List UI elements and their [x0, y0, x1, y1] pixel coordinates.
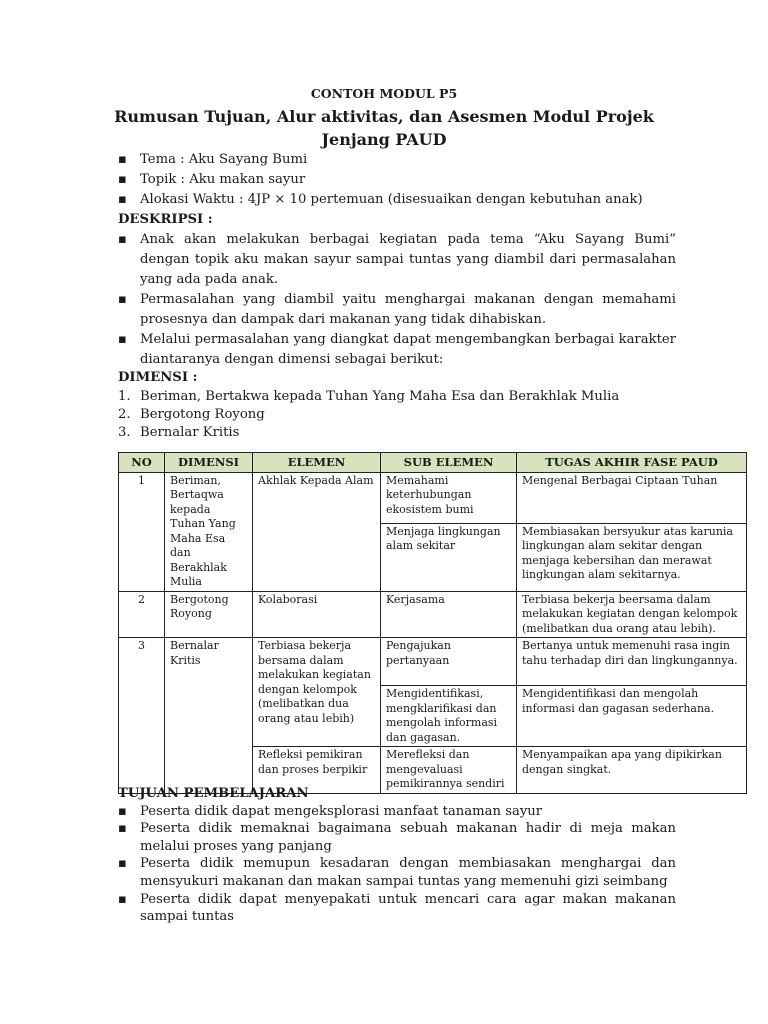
document-subtitle: Jenjang PAUD	[321, 130, 447, 149]
cell-sub-elemen: Mengidentifikasi, mengklarifikasi dan mengolah informasi dan gagasan.	[381, 686, 517, 747]
document-label: CONTOH MODUL P5	[310, 86, 458, 101]
dimensi-item	[118, 424, 676, 442]
tujuan-list	[118, 803, 676, 926]
cell-elemen: Terbiasa bekerja bersama dalam melakukan kegiatan dengan kelompok (melibatkan dua orang atau lebih)	[253, 638, 381, 747]
info-alokasi-waktu: ▪ Alokasi Waktu : 4JP × 10 pertemuan (disesuaikan dengan kebutuhan anak)	[118, 190, 676, 210]
info-list	[118, 150, 676, 210]
deskripsi-item: ▪ Melalui permasalahan yang diangkat dapat mengembangkan berbagai karakter diantaranya dengan dimensi sebagai berikut:	[118, 330, 676, 370]
dimensi-number: 2.	[118, 407, 131, 422]
cell-tugas: Mengidentifikasi dan mengolah informasi dan gagasan sederhana.	[517, 686, 747, 747]
table-row	[119, 638, 747, 686]
dimensi-number: 1.	[118, 389, 131, 404]
dimensi-item	[118, 406, 676, 424]
deskripsi-list	[118, 230, 676, 370]
tujuan-item: ▪ Peserta didik dapat menyepakati untuk mencari cara agar makan makanan sampai tuntas	[118, 891, 676, 926]
info-topik: ▪ Topik : Aku makan sayur	[118, 170, 676, 190]
deskripsi-heading: DESKRIPSI :	[118, 212, 213, 227]
dimensi-text: Beriman, Bertakwa kepada Tuhan Yang Maha Esa dan Berakhlak Mulia	[140, 389, 620, 404]
cell-sub-elemen: Merefleksi dan mengevaluasi pemikirannya sendiri	[381, 747, 517, 794]
cell-sub-elemen: Menjaga lingkungan alam sekitar	[381, 523, 517, 591]
cell-elemen: Kolaborasi	[253, 591, 381, 638]
cell-sub-elemen: Pengajukan pertanyaan	[381, 638, 517, 686]
cell-tugas: Menyampaikan apa yang dipikirkan dengan singkat.	[517, 747, 747, 794]
info-section	[118, 150, 676, 442]
deskripsi-item: ▪ Permasalahan yang diambil yaitu menghargai makanan dengan memahami prosesnya dan dampak dari makanan yang tidak dihabiskan.	[118, 290, 676, 330]
cell-sub-elemen: Memahami keterhubungan ekosistem bumi	[381, 472, 517, 523]
col-header-no: NO	[119, 453, 165, 473]
dimensi-list	[118, 388, 676, 442]
col-header-dimensi: DIMENSI	[165, 453, 253, 473]
cell-tugas: Membiasakan bersyukur atas karunia lingkungan alam sekitar dengan menjaga kebersihan dan merawat lingkungan alam sekitarnya.	[517, 523, 747, 591]
table-header-row	[119, 453, 747, 473]
cell-no: 2	[119, 591, 165, 638]
cell-no: 3	[119, 638, 165, 794]
dimensi-item	[118, 388, 676, 406]
dimensi-number: 3.	[118, 425, 131, 440]
tujuan-item: ▪ Peserta didik memaknai bagaimana sebuah makanan hadir di meja makan melalui proses yang panjang	[118, 820, 676, 855]
tujuan-item: ▪ Peserta didik memupun kesadaran dengan membiasakan menghargai dan mensyukuri makanan dan makan sampai tuntas yang memenuhi gizi seimbang	[118, 855, 676, 890]
cell-dimensi: Bergotong Royong	[165, 591, 253, 638]
tujuan-item: ▪ Peserta didik dapat mengeksplorasi manfaat tanaman sayur	[118, 803, 676, 821]
dimensi-text: Bergotong Royong	[140, 407, 265, 422]
tujuan-section	[118, 785, 676, 926]
table-row	[119, 591, 747, 638]
tujuan-heading: TUJUAN PEMBELAJARAN	[118, 786, 309, 801]
col-header-tugas-akhir: TUGAS AKHIR FASE PAUD	[517, 453, 747, 473]
col-header-elemen: ELEMEN	[253, 453, 381, 473]
cell-tugas: Terbiasa bekerja beersama dalam melakukan kegiatan dengan kelompok (melibatkan dua orang atau lebih).	[517, 591, 747, 638]
deskripsi-item: ▪ Anak akan melakukan berbagai kegiatan pada tema “Aku Sayang Bumi” dengan topik aku makan sayur sampai tuntas yang diambil dari permasalahan yang ada pada anak.	[118, 230, 676, 290]
table-row	[119, 472, 747, 523]
cell-dimensi: Bernalar Kritis	[165, 638, 253, 794]
cell-sub-elemen: Kerjasama	[381, 591, 517, 638]
cell-elemen: Refleksi pemikiran dan proses berpikir	[253, 747, 381, 794]
col-header-sub-elemen: SUB ELEMEN	[381, 453, 517, 473]
info-tema: ▪ Tema : Aku Sayang Bumi	[118, 150, 676, 170]
cell-elemen: Akhlak Kepada Alam	[253, 472, 381, 591]
dimensi-text: Bernalar Kritis	[140, 425, 240, 440]
dimensi-heading: DIMENSI :	[118, 370, 198, 385]
cell-tugas: Mengenal Berbagai Ciptaan Tuhan	[517, 472, 747, 523]
cell-tugas: Bertanya untuk memenuhi rasa ingin tahu terhadap diri dan lingkungannya.	[517, 638, 747, 686]
cell-no: 1	[119, 472, 165, 591]
dimension-table	[118, 452, 747, 794]
cell-dimensi: Beriman, Bertaqwa kepada Tuhan Yang Maha Esa dan Berakhlak Mulia	[165, 472, 253, 591]
document-title: Rumusan Tujuan, Alur aktivitas, dan Asesmen Modul Projek	[114, 107, 654, 126]
